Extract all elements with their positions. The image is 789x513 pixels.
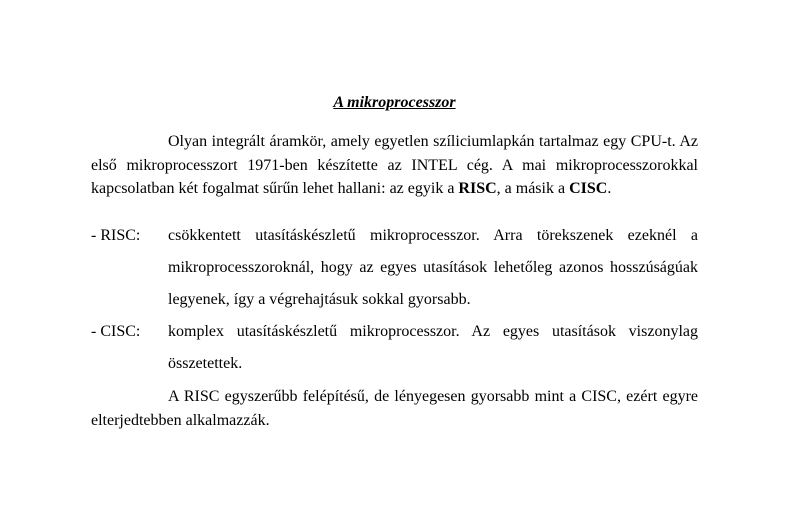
conclusion-paragraph: A RISC egyszerűbb felépítésű, de lényegesen gyorsabb mint a CISC, ezért egyre elterjedtebben alkalmazzák. [91,388,698,429]
definition-description-cisc: komplex utasításkészletű mikroprocesszor. Az egyes utasítások viszonylag összetettek. [168,323,698,372]
intro-text-middle: , a másik a [496,180,570,197]
intro-paragraph [91,130,698,201]
cisc-bold-term: CISC [569,180,608,197]
risc-bold-term: RISC [458,180,497,197]
intro-text-start: Olyan integrált áramkör, amely egyetlen szíliciumlapkán tartalmaz egy CPU-t. Az első mikroprocesszort 1971-ben készítette az INTEL cég. A mai mikroprocesszorokkal kapcsolatban két fogalmat sűrűn lehet hallani: az egyik a [91,133,698,197]
document-title: A mikroprocesszor [333,94,456,111]
definition-term-cisc: - CISC: [91,323,141,340]
intro-text-end: . [607,180,612,197]
definition-description-risc: csökkentett utasításkészletű mikroprocesszor. Arra törekszenek ezeknél a mikroprocesszoroknál, hogy az egyes utasítások lehetőleg azonos hosszúságúak legyenek, így a végrehajtásuk sokkal gyorsabb. [168,227,698,308]
definition-term-risc: - RISC: [91,227,141,244]
